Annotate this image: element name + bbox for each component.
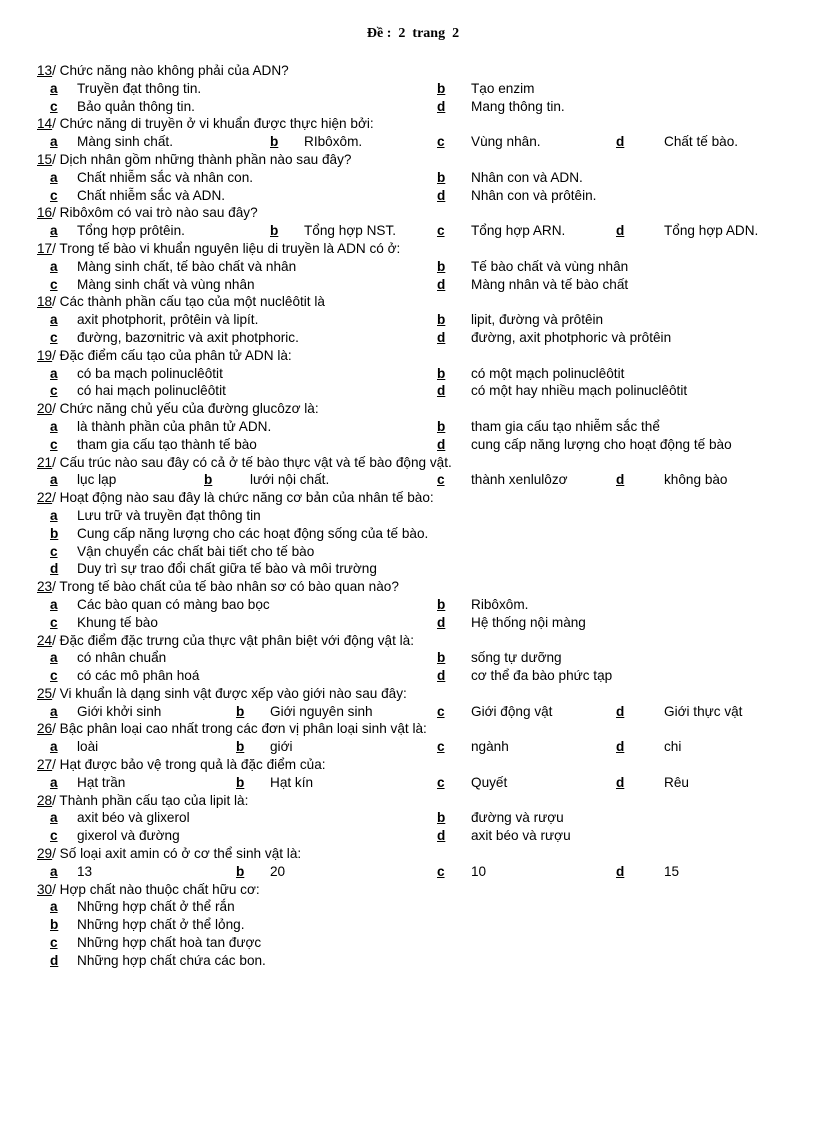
options-line bbox=[0, 507, 816, 525]
option-letter: a bbox=[50, 703, 58, 719]
option-text: Giới động vật bbox=[471, 703, 553, 719]
question-stem bbox=[37, 489, 434, 507]
option-text: Tổng hợp prôtêin. bbox=[77, 223, 185, 239]
option-text: tham gia cấu tạo thành tế bào bbox=[77, 436, 257, 452]
question-text: / Ribôxôm có vai trò nào sau đây? bbox=[52, 205, 258, 221]
option-text: có nhân chuẩn bbox=[77, 650, 167, 666]
option-text: Chất tế bào. bbox=[664, 134, 739, 150]
option-text: Màng nhân và tế bào chất bbox=[471, 276, 629, 292]
option-text: Hệ thống nội màng bbox=[471, 614, 586, 630]
options-line bbox=[0, 311, 816, 329]
question-text: / Hạt được bảo vệ trong quả là đặc điểm của: bbox=[52, 757, 326, 773]
question-number: 29 bbox=[37, 846, 53, 862]
question-number: 28 bbox=[37, 792, 53, 808]
option-letter: c bbox=[50, 828, 58, 844]
question-text: / Trong tế bào vi khuẩn nguyên liệu di truyền là ADN có ở: bbox=[52, 240, 401, 256]
option-text: lipit, đường và prôtêin bbox=[471, 312, 604, 328]
option-text: Những hợp chất hoà tan được bbox=[77, 935, 262, 951]
option-letter: b bbox=[50, 917, 59, 933]
option-text: chi bbox=[664, 739, 682, 755]
option-letter: a bbox=[50, 899, 58, 915]
option-letter: d bbox=[616, 774, 625, 790]
option-text: Màng sinh chất, tế bào chất và nhân bbox=[77, 258, 297, 274]
option-letter: a bbox=[50, 258, 58, 274]
question-number: 30 bbox=[37, 881, 53, 897]
option-text: có hai mạch polinuclêôtit bbox=[77, 383, 226, 399]
question-number: 25 bbox=[37, 685, 53, 701]
question-number: 23 bbox=[37, 579, 53, 595]
option-letter: b bbox=[236, 774, 245, 790]
options-line bbox=[0, 418, 816, 436]
option-letter: c bbox=[50, 614, 58, 630]
option-letter: a bbox=[50, 312, 58, 328]
question-stem bbox=[37, 347, 292, 365]
question-stem-line bbox=[0, 792, 816, 810]
option-letter: b bbox=[236, 703, 245, 719]
question-stem bbox=[37, 151, 351, 169]
options-line bbox=[0, 365, 816, 383]
option-letter: b bbox=[437, 650, 446, 666]
question-stem bbox=[37, 115, 374, 133]
option-letter: a bbox=[50, 596, 58, 612]
question-stem bbox=[37, 845, 301, 863]
question-stem bbox=[37, 881, 260, 899]
options-line bbox=[0, 329, 816, 347]
option-text: Truyền đạt thông tin. bbox=[77, 80, 202, 96]
question-stem bbox=[37, 720, 427, 738]
question-stem bbox=[37, 293, 325, 311]
question-stem bbox=[37, 400, 319, 418]
option-text: Những hợp chất chứa các bon. bbox=[77, 952, 266, 968]
question-text: / Dịch nhân gồm những thành phần nào sau đây? bbox=[52, 151, 352, 167]
option-letter: b bbox=[270, 134, 279, 150]
question-text: / Bậc phân loại cao nhất trong các đơn vị phân loại sinh vật là: bbox=[52, 721, 427, 737]
options-line bbox=[0, 863, 816, 881]
option-letter: d bbox=[437, 383, 446, 399]
question-stem bbox=[37, 632, 414, 650]
option-letter: a bbox=[50, 80, 58, 96]
question-stem-line bbox=[0, 204, 816, 222]
question-text: / Đặc điểm đặc trưng của thực vật phân biệt với động vật là: bbox=[52, 632, 414, 648]
option-text: có các mô phân hoá bbox=[77, 668, 200, 684]
option-text: không bào bbox=[664, 472, 728, 488]
option-text: cung cấp năng lượng cho hoạt động tế bào bbox=[471, 436, 732, 452]
question-number: 24 bbox=[37, 632, 53, 648]
question-stem-line bbox=[0, 720, 816, 738]
option-text: Quyết bbox=[471, 774, 508, 790]
question-text: / Chức năng di truyền ở vi khuẩn được thực hiện bởi: bbox=[52, 116, 374, 132]
options-line bbox=[0, 667, 816, 685]
question-stem-line bbox=[0, 578, 816, 596]
option-text: đường, axit photphoric và prôtêin bbox=[471, 329, 672, 345]
option-letter: d bbox=[616, 739, 625, 755]
option-letter: c bbox=[50, 436, 58, 452]
options-line bbox=[0, 525, 816, 543]
question-number: 18 bbox=[37, 294, 53, 310]
option-text: giới bbox=[270, 739, 293, 755]
question-stem-line bbox=[0, 115, 816, 133]
option-text: cơ thể đa bào phức tạp bbox=[471, 668, 613, 684]
options-line bbox=[0, 898, 816, 916]
options-line bbox=[0, 560, 816, 578]
option-text: Các bào quan có màng bao bọc bbox=[77, 596, 270, 612]
option-letter: d bbox=[616, 472, 625, 488]
page-title: Đề : 2 trang 2 bbox=[366, 26, 460, 41]
question-number: 13 bbox=[37, 63, 53, 78]
option-letter: d bbox=[50, 952, 59, 968]
option-text: Cung cấp năng lượng cho các hoạt động sống của tế bào. bbox=[77, 525, 429, 541]
option-letter: d bbox=[437, 276, 446, 292]
option-letter: d bbox=[616, 863, 625, 879]
options-line bbox=[0, 738, 816, 756]
options-line bbox=[0, 436, 816, 454]
option-text: Nhân con và ADN. bbox=[471, 169, 583, 185]
option-letter: d bbox=[437, 668, 446, 684]
option-letter: c bbox=[50, 187, 58, 203]
question-stem bbox=[37, 685, 407, 703]
option-letter: a bbox=[50, 223, 58, 239]
option-letter: a bbox=[50, 650, 58, 666]
option-letter: c bbox=[50, 98, 58, 114]
option-text: Giới khởi sinh bbox=[77, 703, 162, 719]
option-text: Màng sinh chất. bbox=[77, 134, 173, 150]
option-text: 20 bbox=[270, 863, 286, 879]
question-text: / Hợp chất nào thuộc chất hữu cơ: bbox=[52, 881, 260, 897]
option-letter: a bbox=[50, 418, 58, 434]
option-letter: a bbox=[50, 169, 58, 185]
option-letter: c bbox=[437, 739, 445, 755]
options-line bbox=[0, 809, 816, 827]
option-text: Mang thông tin. bbox=[471, 98, 565, 114]
question-text: / Vi khuẩn là dạng sinh vật được xếp vào giới nào sau đây: bbox=[52, 685, 407, 701]
option-text: đường, bazơnitric và axit photphoric. bbox=[77, 329, 299, 345]
options-line bbox=[0, 703, 816, 721]
option-text: RIbôxôm. bbox=[304, 134, 363, 150]
question-stem-line bbox=[0, 400, 816, 418]
option-letter: a bbox=[50, 810, 58, 826]
options-line bbox=[0, 934, 816, 952]
option-letter: c bbox=[437, 223, 445, 239]
option-letter: c bbox=[437, 774, 445, 790]
question-text: / Thành phần cấu tạo của lipit là: bbox=[52, 792, 249, 808]
option-letter: b bbox=[437, 596, 446, 612]
option-letter: a bbox=[50, 507, 58, 523]
option-text: sống tự dưỡng bbox=[471, 650, 562, 666]
option-text: 13 bbox=[77, 863, 93, 879]
question-stem-line bbox=[0, 240, 816, 258]
option-letter: b bbox=[236, 739, 245, 755]
option-text: 15 bbox=[664, 863, 680, 879]
option-text: có một hay nhiều mạch polinuclêôtit bbox=[471, 383, 688, 399]
option-letter: b bbox=[437, 810, 446, 826]
option-letter: d bbox=[437, 436, 446, 452]
options-line bbox=[0, 916, 816, 934]
options-line bbox=[0, 614, 816, 632]
question-stem bbox=[37, 454, 452, 472]
option-letter: d bbox=[437, 98, 446, 114]
question-stem-line bbox=[0, 632, 816, 650]
option-letter: c bbox=[50, 329, 58, 345]
option-letter: d bbox=[437, 828, 446, 844]
question-text: / Số loại axit amin có ở cơ thể sinh vật là: bbox=[52, 846, 302, 862]
options-line bbox=[0, 774, 816, 792]
option-letter: c bbox=[50, 935, 58, 951]
question-stem-line bbox=[0, 881, 816, 899]
option-letter: b bbox=[437, 169, 446, 185]
option-text: thành xenlulôzơ bbox=[471, 472, 568, 488]
option-text: Duy trì sự trao đổi chất giữa tế bào và môi trường bbox=[77, 561, 377, 577]
option-text: Tạo enzim bbox=[471, 80, 535, 96]
option-letter: c bbox=[50, 383, 58, 399]
question-stem bbox=[37, 240, 400, 258]
option-text: Chất nhiễm sắc và ADN. bbox=[77, 187, 226, 203]
option-text: gixerol và đường bbox=[77, 828, 180, 844]
option-letter: c bbox=[50, 276, 58, 292]
option-letter: a bbox=[50, 863, 58, 879]
option-text: Hạt kín bbox=[270, 774, 314, 790]
option-letter: c bbox=[437, 472, 445, 488]
option-text: loài bbox=[77, 739, 99, 755]
option-text: lưới nội chất. bbox=[250, 472, 330, 488]
option-text: Lưu trữ và truyền đạt thông tin bbox=[77, 507, 261, 523]
options-line bbox=[0, 382, 816, 400]
question-number: 26 bbox=[37, 721, 53, 737]
question-text: / Cấu trúc nào sau đây có cả ở tế bào thực vật và tế bào động vật. bbox=[52, 454, 452, 470]
options-line bbox=[0, 169, 816, 187]
options-line bbox=[0, 187, 816, 205]
question-number: 14 bbox=[37, 116, 53, 132]
option-text: tham gia cấu tạo nhiễm sắc thể bbox=[471, 418, 660, 434]
question-stem-line bbox=[0, 845, 816, 863]
option-letter: a bbox=[50, 134, 58, 150]
question-number: 21 bbox=[37, 454, 53, 470]
question-number: 19 bbox=[37, 347, 53, 363]
option-letter: c bbox=[50, 543, 58, 559]
question-stem bbox=[37, 62, 289, 80]
option-letter: c bbox=[50, 668, 58, 684]
option-text: Vùng nhân. bbox=[471, 134, 541, 150]
option-letter: b bbox=[437, 258, 446, 274]
option-text: Nhân con và prôtêin. bbox=[471, 187, 597, 203]
option-letter: c bbox=[437, 134, 445, 150]
question-text: / Chức năng nào không phải của ADN? bbox=[52, 63, 289, 78]
options-line bbox=[0, 80, 816, 98]
option-text: axit béo và glixerol bbox=[77, 810, 190, 826]
question-list bbox=[0, 62, 816, 970]
option-text: Giới nguyên sinh bbox=[270, 703, 373, 719]
question-stem-line bbox=[0, 685, 816, 703]
option-text: Tổng hợp ARN. bbox=[471, 223, 566, 239]
option-letter: b bbox=[270, 223, 279, 239]
option-letter: b bbox=[437, 80, 446, 96]
option-text: Giới thực vật bbox=[664, 703, 743, 719]
option-text: Ribôxôm. bbox=[471, 596, 529, 612]
options-line bbox=[0, 952, 816, 970]
question-text: / Hoạt động nào sau đây là chức năng cơ bản của nhân tế bào: bbox=[52, 490, 434, 506]
options-line bbox=[0, 543, 816, 561]
question-stem-line bbox=[0, 151, 816, 169]
option-letter: a bbox=[50, 365, 58, 381]
option-letter: c bbox=[437, 703, 445, 719]
options-line bbox=[0, 258, 816, 276]
option-text: lục lạp bbox=[77, 472, 117, 488]
question-number: 27 bbox=[37, 757, 53, 773]
option-text: Rêu bbox=[664, 774, 689, 790]
question-stem-line bbox=[0, 347, 816, 365]
option-letter: d bbox=[616, 703, 625, 719]
question-stem-line bbox=[0, 756, 816, 774]
option-letter: b bbox=[204, 472, 213, 488]
option-text: axit béo và rượu bbox=[471, 828, 571, 844]
option-letter: c bbox=[437, 863, 445, 879]
question-number: 20 bbox=[37, 401, 53, 417]
option-letter: b bbox=[437, 365, 446, 381]
options-line bbox=[0, 133, 816, 151]
option-letter: b bbox=[437, 418, 446, 434]
option-text: Những hợp chất ở thể lỏng. bbox=[77, 917, 245, 933]
option-text: axit photphorit, prôtêin và lipít. bbox=[77, 312, 259, 328]
option-text: Bảo quản thông tin. bbox=[77, 98, 195, 114]
option-letter: d bbox=[616, 134, 625, 150]
option-letter: a bbox=[50, 472, 58, 488]
options-line bbox=[0, 827, 816, 845]
option-text: Những hợp chất ở thể rắn bbox=[77, 899, 235, 915]
question-stem-line bbox=[0, 454, 816, 472]
option-text: Tế bào chất và vùng nhân bbox=[471, 258, 629, 274]
option-text: có một mạch polinuclêôtit bbox=[471, 365, 625, 381]
option-text: Vận chuyển các chất bài tiết cho tế bào bbox=[77, 543, 315, 559]
option-text: có ba mạch polinuclêôtit bbox=[77, 365, 223, 381]
question-stem-line bbox=[0, 62, 816, 80]
option-text: Tổng hợp NST. bbox=[304, 223, 397, 239]
options-line bbox=[0, 98, 816, 116]
option-letter: d bbox=[437, 614, 446, 630]
question-text: / Các thành phần cấu tạo của một nuclêôtit là bbox=[52, 294, 325, 310]
option-text: Tổng hợp ADN. bbox=[664, 223, 759, 239]
option-text: Khung tế bào bbox=[77, 614, 158, 630]
options-line bbox=[0, 222, 816, 240]
question-stem bbox=[37, 578, 399, 596]
question-text: / Chức năng chủ yếu của đường glucôzơ là: bbox=[52, 401, 319, 417]
question-stem-line bbox=[0, 489, 816, 507]
question-stem bbox=[37, 792, 248, 810]
option-letter: b bbox=[437, 312, 446, 328]
option-text: Chất nhiễm sắc và nhân con. bbox=[77, 169, 254, 185]
option-letter: d bbox=[437, 329, 446, 345]
question-stem-line bbox=[0, 293, 816, 311]
option-letter: a bbox=[50, 739, 58, 755]
option-letter: a bbox=[50, 774, 58, 790]
options-line bbox=[0, 596, 816, 614]
option-text: là thành phần của phân tử ADN. bbox=[77, 418, 272, 434]
option-letter: d bbox=[437, 187, 446, 203]
option-text: 10 bbox=[471, 863, 487, 879]
option-letter: b bbox=[50, 525, 59, 541]
options-line bbox=[0, 649, 816, 667]
question-number: 22 bbox=[37, 490, 53, 506]
question-stem bbox=[37, 756, 326, 774]
option-letter: b bbox=[236, 863, 245, 879]
option-letter: d bbox=[616, 223, 625, 239]
option-text: ngành bbox=[471, 739, 509, 755]
option-letter: d bbox=[50, 561, 59, 577]
option-text: Hạt trần bbox=[77, 774, 126, 790]
options-line bbox=[0, 276, 816, 294]
question-number: 16 bbox=[37, 205, 53, 221]
question-stem bbox=[37, 204, 258, 222]
question-text: / Đặc điểm cấu tạo của phân tử ADN là: bbox=[52, 347, 292, 363]
question-number: 17 bbox=[37, 240, 53, 256]
option-text: đường và rượu bbox=[471, 810, 564, 826]
option-text: Màng sinh chất và vùng nhân bbox=[77, 276, 255, 292]
options-line bbox=[0, 471, 816, 489]
question-text: / Trong tế bào chất của tế bào nhân sơ có bào quan nào? bbox=[52, 579, 399, 595]
question-number: 15 bbox=[37, 151, 53, 167]
